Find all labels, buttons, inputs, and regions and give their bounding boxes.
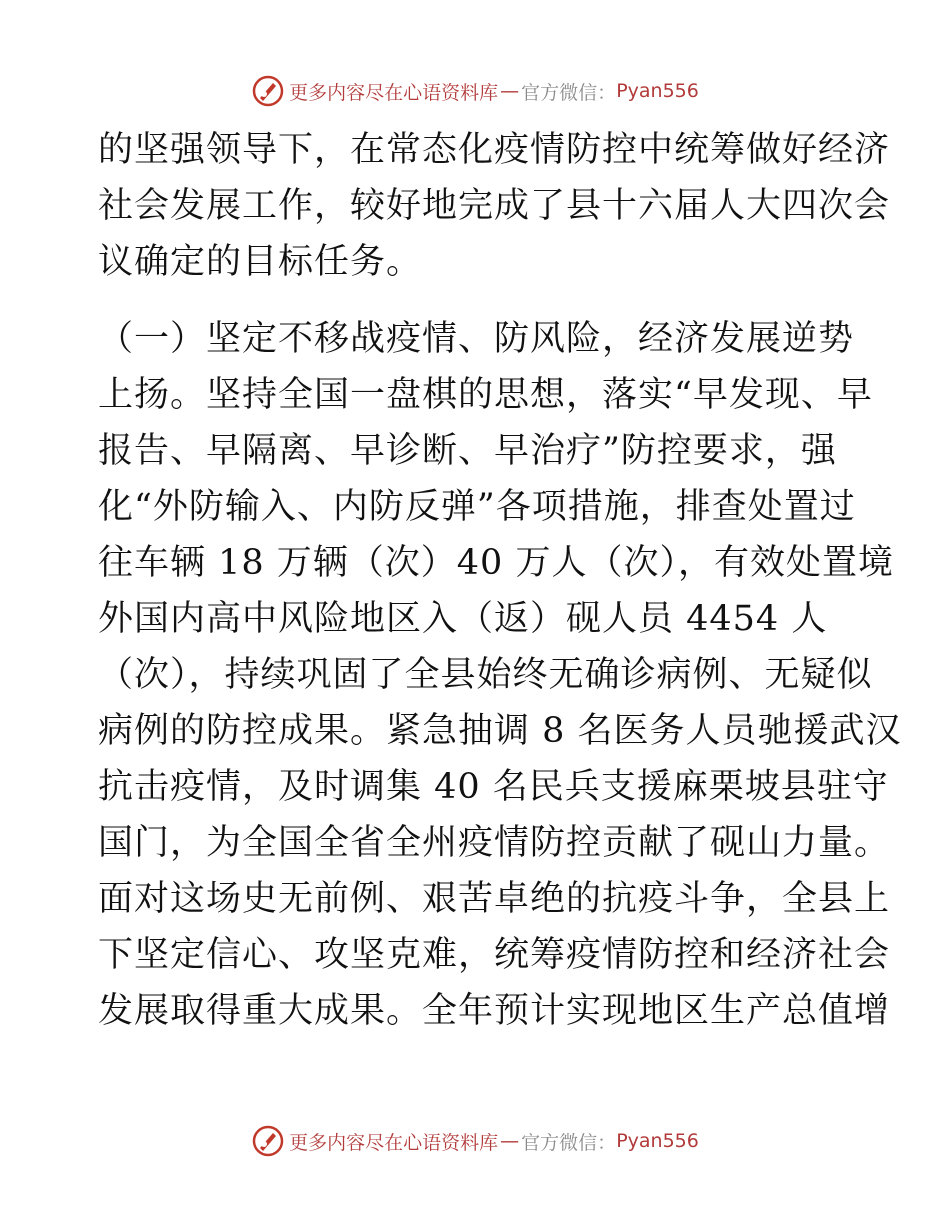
- text-line: 发展取得重大成果。全年预计实现地区生产总值增: [98, 991, 891, 1031]
- page-header-banner: [0, 71, 950, 111]
- document-body: [98, 122, 902, 1039]
- header-slogan: 更多内容尽在心语资料库: [289, 81, 499, 104]
- text-line: （一）坚定不移战疫情、防风险，经济发展逆势: [98, 319, 855, 359]
- logo-icon: [251, 1124, 285, 1158]
- text-line: 下坚定信心、攻坚克难，统筹疫情防控和经济社会: [98, 935, 891, 975]
- footer-separator: —: [500, 1130, 520, 1152]
- header-label: 官方微信：: [521, 81, 617, 104]
- footer-label: 官方微信：: [521, 1131, 617, 1154]
- text-line: 抗击疫情，及时调集 40 名民兵支援麻栗坡县驻守: [98, 767, 889, 807]
- text-line: 往车辆 18 万辆（次）40 万人（次），有效处置境: [98, 543, 894, 583]
- text-line: 面对这场史无前例、艰苦卓绝的抗疫斗争，全县上: [98, 879, 891, 919]
- text-line: （次），持续巩固了全县始终无确诊病例、无疑似: [98, 655, 873, 695]
- text-line: 社会发展工作，较好地完成了县十六届人大四次会: [98, 186, 891, 226]
- logo-icon: [251, 74, 285, 108]
- text-line: 报告、早隔离、早诊断、早治疗”防控要求，强: [98, 431, 837, 471]
- header-wechat-id: Pyan556: [616, 80, 699, 102]
- footer-slogan: 更多内容尽在心语资料库: [289, 1131, 499, 1154]
- text-line: 的坚强领导下，在常态化疫情防控中统筹做好经济: [98, 130, 891, 170]
- text-line: 化“外防输入、内防反弹”各项措施，排查处置过: [98, 487, 856, 527]
- paragraph-1: [98, 122, 891, 290]
- text-line: 病例的防控成果。紧急抽调 8 名医务人员驰援武汉: [98, 711, 902, 751]
- footer-wechat-id: Pyan556: [616, 1130, 699, 1152]
- text-line: 上扬。坚持全国一盘棋的思想，落实“早发现、早: [98, 375, 873, 415]
- page-footer-banner: [0, 1121, 950, 1161]
- paragraph-2: [98, 311, 902, 1039]
- text-line: 议确定的目标任务。: [98, 242, 423, 282]
- text-line: 外国内高中风险地区入（返）砚人员 4454 人: [98, 599, 828, 639]
- paragraph-gap: [98, 290, 858, 311]
- header-separator: —: [500, 80, 520, 102]
- text-line: 国门，为全国全省全州疫情防控贡献了砚山力量。: [98, 823, 891, 863]
